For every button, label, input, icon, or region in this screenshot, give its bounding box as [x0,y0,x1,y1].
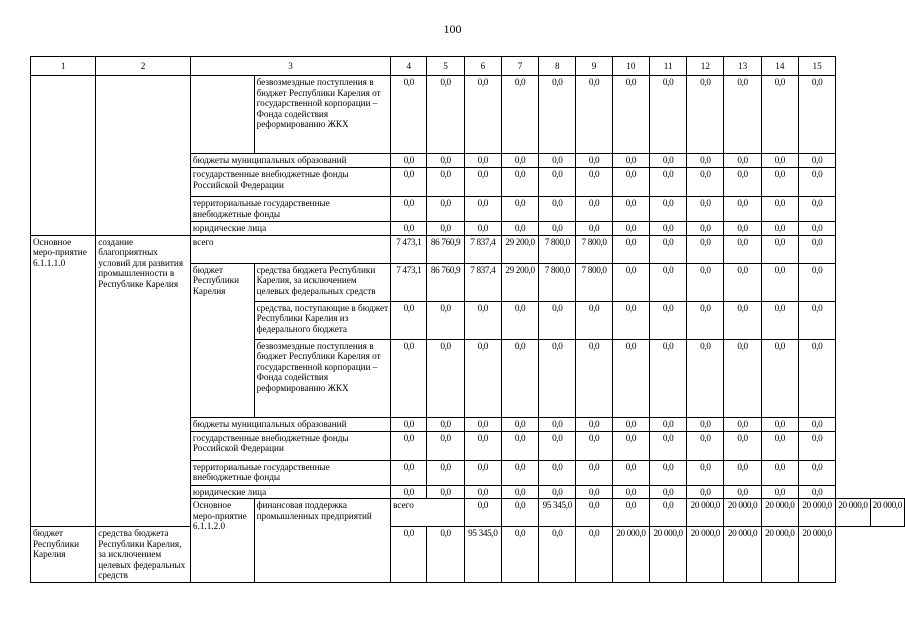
value-cell: 20 000,0 [870,499,904,527]
value-cell: 0,0 [687,222,724,236]
value-cell: 0,0 [464,76,501,154]
value-cell: 0,0 [391,197,427,222]
table-row [31,235,905,263]
value-cell: 0,0 [724,263,761,301]
value-cell: 0,0 [612,235,649,263]
value-cell: 0,0 [798,197,835,222]
value-cell: 0,0 [650,76,687,154]
value-cell: 0,0 [501,76,538,154]
source-label: территориальные государственные внебюджетные фонды [190,197,390,222]
header-cell: 11 [650,57,687,76]
value-cell: 0,0 [650,197,687,222]
value-cell: 0,0 [427,460,464,485]
value-cell: 0,0 [612,263,649,301]
value-cell: 0,0 [724,76,761,154]
value-cell: 0,0 [612,222,649,236]
value-cell: 0,0 [391,527,427,583]
value-cell: 0,0 [761,222,798,236]
value-cell: 0,0 [761,76,798,154]
value-cell: 0,0 [576,431,612,460]
value-cell: 7 800,0 [576,235,612,263]
value-cell: 0,0 [761,301,798,339]
header-cell: 15 [798,57,835,76]
value-cell: 0,0 [576,460,612,485]
table-row [31,527,905,583]
value-cell: 0,0 [539,168,576,197]
header-cell: 8 [539,57,576,76]
value-cell: 0,0 [761,154,798,168]
value-cell: 0,0 [650,154,687,168]
header-cell: 3 [190,57,390,76]
source-label: государственные внебюджетные фонды Российской Федерации [190,431,390,460]
source-label: средства бюджета Республики Карелия, за исключением целевых федеральных средств [254,263,391,301]
empty-cell [190,76,254,154]
value-cell: 0,0 [724,301,761,339]
value-cell: 0,0 [501,168,538,197]
value-cell: 0,0 [427,485,464,499]
value-cell: 0,0 [501,499,538,527]
measure-code: Основное меро-приятие 6.1.1.2.0 [190,499,254,583]
value-cell: 0,0 [612,499,649,527]
value-cell: 0,0 [464,485,501,499]
source-label: средства, поступающие в бюджет Республики Карелия из федерального бюджета [254,301,391,339]
value-cell: 0,0 [724,154,761,168]
value-cell: 0,0 [798,154,835,168]
header-cell: 2 [96,57,191,76]
value-cell: 0,0 [798,460,835,485]
value-cell: 95 345,0 [464,527,501,583]
value-cell: 0,0 [761,485,798,499]
value-cell: 0,0 [576,485,612,499]
value-cell: 0,0 [464,499,501,527]
value-cell: 0,0 [687,263,724,301]
source-label: бюджеты муниципальных образований [190,154,390,168]
source-group-label: бюджет Республики Карелия [31,527,96,583]
value-cell: 0,0 [761,263,798,301]
value-cell: 0,0 [798,263,835,301]
value-cell: 0,0 [501,527,538,583]
value-cell: 0,0 [650,222,687,236]
value-cell: 0,0 [798,339,835,417]
value-cell: 0,0 [391,222,427,236]
value-cell: 0,0 [576,417,612,431]
value-cell: 20 000,0 [687,499,724,527]
value-cell: 0,0 [501,301,538,339]
value-cell: 0,0 [576,301,612,339]
value-cell: 0,0 [539,527,576,583]
value-cell: 0,0 [464,301,501,339]
value-cell: 0,0 [539,339,576,417]
source-label: всего [391,499,465,527]
measure-title: финансовая поддержка промышленных предприятий [254,499,391,583]
source-label: государственные внебюджетные фонды Российской Федерации [190,168,390,197]
value-cell: 0,0 [687,417,724,431]
empty-cell [31,76,96,236]
value-cell: 0,0 [687,301,724,339]
value-cell: 0,0 [724,417,761,431]
value-cell: 0,0 [576,76,612,154]
value-cell: 0,0 [501,197,538,222]
page-number: 100 [443,22,462,36]
value-cell: 0,0 [798,485,835,499]
value-cell: 0,0 [576,197,612,222]
value-cell: 29 200,0 [501,235,538,263]
value-cell: 0,0 [650,339,687,417]
value-cell: 0,0 [687,431,724,460]
value-cell: 0,0 [724,235,761,263]
value-cell: 0,0 [798,235,835,263]
value-cell: 0,0 [427,301,464,339]
value-cell: 20 000,0 [798,527,835,583]
value-cell: 0,0 [501,339,538,417]
value-cell: 0,0 [612,431,649,460]
value-cell: 0,0 [576,168,612,197]
value-cell: 0,0 [464,154,501,168]
header-cell: 13 [724,57,761,76]
value-cell: 0,0 [391,168,427,197]
measure-code: Основное меро-приятие 6.1.1.1.0 [31,235,96,527]
value-cell: 20 000,0 [798,499,835,527]
value-cell: 0,0 [612,339,649,417]
value-cell: 0,0 [724,339,761,417]
value-cell: 0,0 [576,499,612,527]
value-cell: 20 000,0 [836,499,870,527]
value-cell: 0,0 [539,460,576,485]
source-label: средства бюджета Республики Карелия, за исключением целевых федеральных средств [96,527,191,583]
value-cell: 0,0 [427,527,464,583]
value-cell: 20 000,0 [687,527,724,583]
value-cell: 20 000,0 [724,499,761,527]
value-cell: 0,0 [464,460,501,485]
value-cell: 0,0 [464,168,501,197]
value-cell: 0,0 [612,460,649,485]
header-cell: 10 [612,57,649,76]
value-cell: 0,0 [650,431,687,460]
value-cell: 0,0 [539,154,576,168]
value-cell: 0,0 [539,485,576,499]
value-cell: 0,0 [724,197,761,222]
value-cell: 0,0 [650,485,687,499]
value-cell: 0,0 [761,339,798,417]
value-cell: 0,0 [612,417,649,431]
value-cell: 0,0 [612,76,649,154]
value-cell: 0,0 [650,460,687,485]
value-cell: 0,0 [539,431,576,460]
source-label: безвозмездные поступления в бюджет Республики Карелия от государственной корпорации – Фонда содействия реформированию ЖКХ [254,76,391,154]
value-cell: 0,0 [724,431,761,460]
value-cell: 0,0 [391,339,427,417]
value-cell: 0,0 [501,431,538,460]
value-cell: 0,0 [798,417,835,431]
value-cell: 7 800,0 [539,235,576,263]
value-cell: 0,0 [612,485,649,499]
empty-cell [96,76,191,236]
value-cell: 0,0 [464,431,501,460]
value-cell: 7 837,4 [464,263,501,301]
value-cell: 0,0 [576,222,612,236]
value-cell: 0,0 [687,485,724,499]
value-cell: 7 800,0 [576,263,612,301]
table-row [31,76,905,154]
value-cell: 0,0 [427,339,464,417]
value-cell: 0,0 [576,154,612,168]
value-cell: 0,0 [650,168,687,197]
value-cell: 0,0 [391,417,427,431]
value-cell: 0,0 [687,168,724,197]
source-label: всего [190,235,390,263]
header-cell: 14 [761,57,798,76]
value-cell: 0,0 [761,460,798,485]
value-cell: 0,0 [501,154,538,168]
value-cell: 0,0 [391,460,427,485]
value-cell: 0,0 [612,154,649,168]
value-cell: 95 345,0 [539,499,576,527]
value-cell: 0,0 [798,222,835,236]
source-label: юридические лица [190,485,390,499]
header-cell: 4 [391,57,427,76]
value-cell: 20 000,0 [650,527,687,583]
measure-title: создание благоприятных условий для развития промышленности в Республике Карелия [96,235,191,527]
budget-table [30,56,905,583]
value-cell: 20 000,0 [612,527,649,583]
value-cell: 0,0 [464,417,501,431]
value-cell: 0,0 [391,485,427,499]
value-cell: 0,0 [501,417,538,431]
value-cell: 0,0 [798,76,835,154]
value-cell: 0,0 [612,168,649,197]
value-cell: 0,0 [539,417,576,431]
value-cell: 0,0 [576,339,612,417]
value-cell: 7 473,1 [391,263,427,301]
value-cell: 0,0 [761,197,798,222]
header-cell: 6 [464,57,501,76]
value-cell: 0,0 [501,485,538,499]
header-row [31,57,905,76]
value-cell: 0,0 [539,76,576,154]
value-cell: 0,0 [687,197,724,222]
value-cell: 0,0 [687,154,724,168]
value-cell: 0,0 [687,460,724,485]
value-cell: 86 760,9 [427,235,464,263]
value-cell: 0,0 [761,168,798,197]
value-cell: 86 760,9 [427,263,464,301]
value-cell: 0,0 [427,197,464,222]
value-cell: 0,0 [724,222,761,236]
source-label: бюджеты муниципальных образований [190,417,390,431]
value-cell: 0,0 [650,235,687,263]
value-cell: 0,0 [464,339,501,417]
value-cell: 0,0 [650,263,687,301]
value-cell: 0,0 [464,222,501,236]
value-cell: 0,0 [539,222,576,236]
value-cell: 20 000,0 [724,527,761,583]
header-cell: 1 [31,57,96,76]
value-cell: 0,0 [464,197,501,222]
value-cell: 0,0 [798,301,835,339]
value-cell: 0,0 [427,431,464,460]
value-cell: 7 473,1 [391,235,427,263]
value-cell: 0,0 [427,222,464,236]
header-cell: 12 [687,57,724,76]
value-cell: 0,0 [761,235,798,263]
value-cell: 0,0 [391,431,427,460]
value-cell: 0,0 [798,168,835,197]
source-label: юридические лица [190,222,390,236]
value-cell: 0,0 [501,222,538,236]
value-cell: 0,0 [687,339,724,417]
value-cell: 0,0 [724,168,761,197]
value-cell: 0,0 [724,460,761,485]
value-cell: 0,0 [427,154,464,168]
value-cell: 20 000,0 [761,527,798,583]
value-cell: 0,0 [650,417,687,431]
value-cell: 7 800,0 [539,263,576,301]
source-label: территориальные государственные внебюджетные фонды [190,460,390,485]
header-cell: 7 [501,57,538,76]
value-cell: 0,0 [650,499,687,527]
value-cell: 29 200,0 [501,263,538,301]
value-cell: 0,0 [539,301,576,339]
value-cell: 0,0 [539,197,576,222]
value-cell: 0,0 [761,431,798,460]
value-cell: 0,0 [391,154,427,168]
value-cell: 0,0 [391,301,427,339]
value-cell: 0,0 [650,301,687,339]
value-cell: 0,0 [687,235,724,263]
value-cell: 0,0 [612,197,649,222]
value-cell: 0,0 [427,168,464,197]
value-cell: 0,0 [724,485,761,499]
header-cell: 9 [576,57,612,76]
value-cell: 0,0 [501,460,538,485]
source-group-label: бюджет Республики Карелия [190,263,254,417]
value-cell: 7 837,4 [464,235,501,263]
value-cell: 0,0 [612,301,649,339]
value-cell: 0,0 [798,431,835,460]
header-cell: 5 [427,57,464,76]
value-cell: 0,0 [687,76,724,154]
value-cell: 20 000,0 [761,499,798,527]
source-label: безвозмездные поступления в бюджет Республики Карелия от государственной корпорации – Фонда содействия реформированию ЖКХ [254,339,391,417]
value-cell: 0,0 [761,417,798,431]
value-cell: 0,0 [427,417,464,431]
value-cell: 0,0 [427,76,464,154]
value-cell: 0,0 [576,527,612,583]
value-cell: 0,0 [391,76,427,154]
